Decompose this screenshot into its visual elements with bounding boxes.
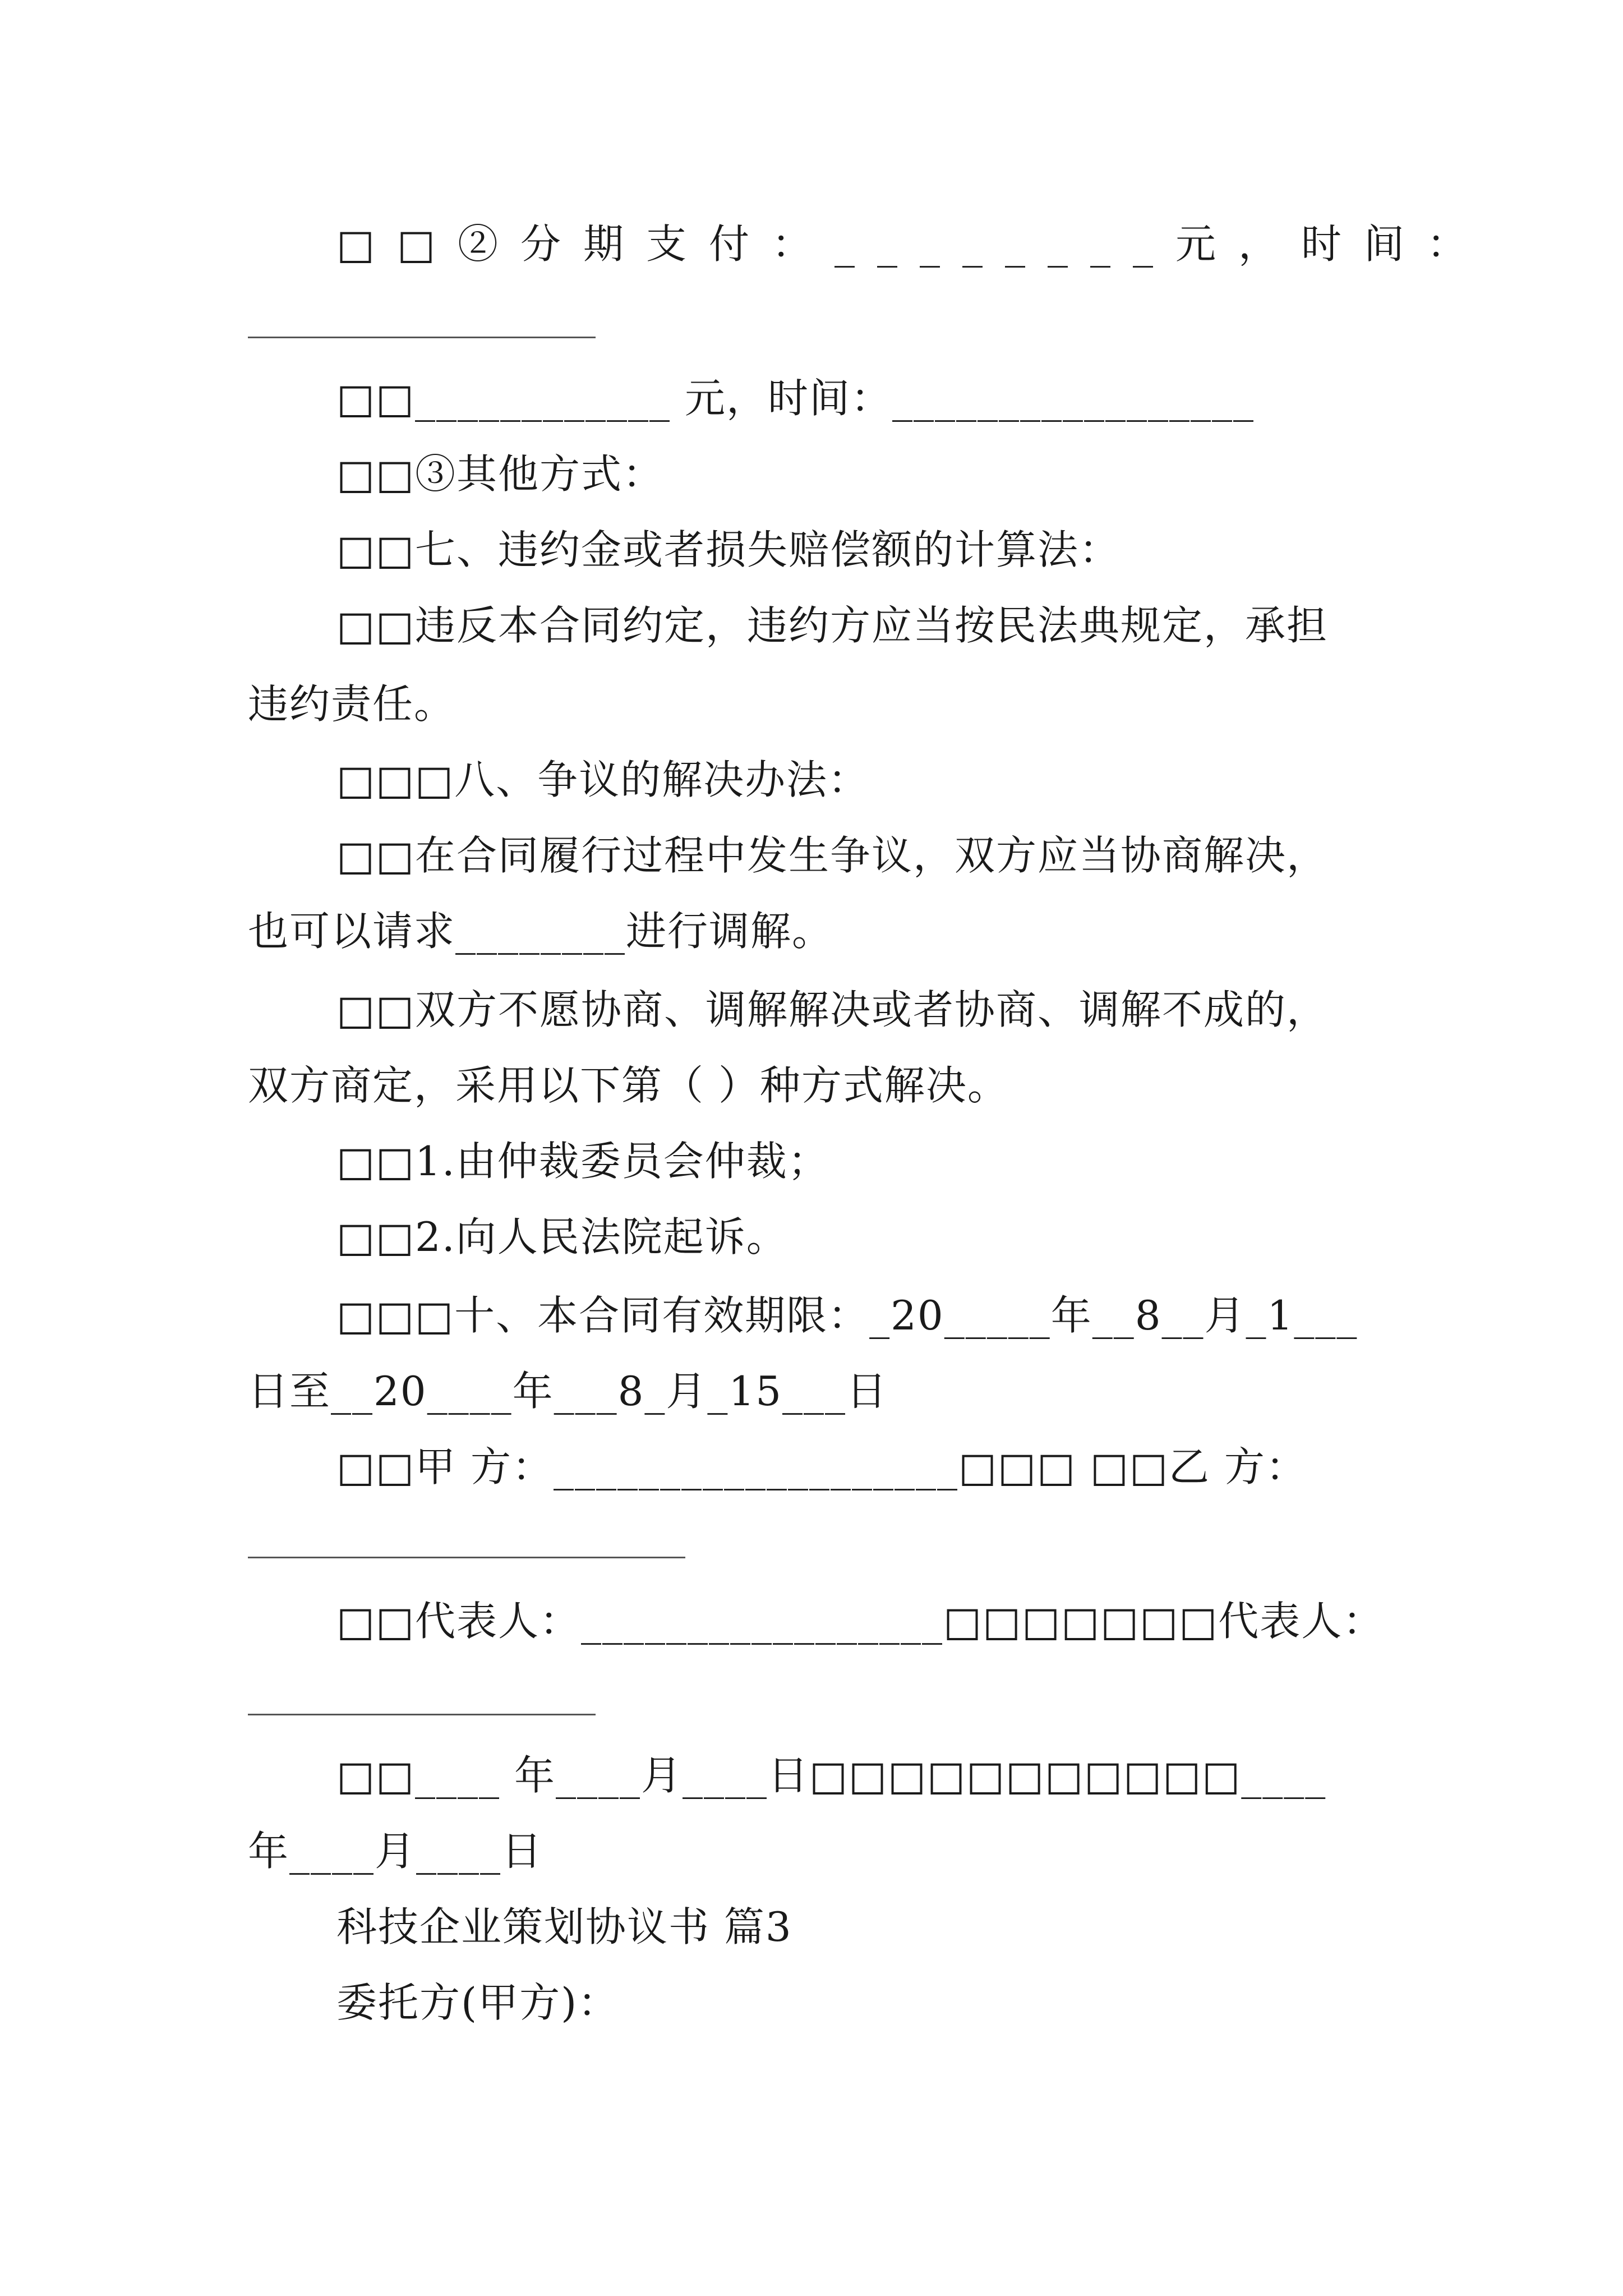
doc-line-date-1: □□____ 年____月____日□□□□□□□□□□□____	[336, 1752, 1327, 1799]
doc-line-client-party-a: 委托方(甲方)：	[336, 1979, 620, 2026]
doc-line-breach-1: □□违反本合同约定，违约方应当按民法典规定，承担	[336, 602, 1329, 649]
doc-line-court: □□2.向人民法院起诉。	[336, 1213, 788, 1260]
doc-line-dispute-4: 双方商定，采用以下第（ ）种方式解决。	[248, 1062, 1009, 1109]
doc-line-section-8: □□□八、争议的解决办法：	[336, 756, 870, 803]
doc-blank-time-1	[248, 337, 596, 338]
doc-line-amount-time: □□____________ 元，时间：_________________	[336, 375, 1255, 422]
doc-line-date-2: 年____月____日	[248, 1828, 543, 1875]
doc-heading-part-3: 科技企业策划协议书 篇3	[336, 1903, 792, 1950]
doc-line-validity-date: 日至__20____年___8_月_15___日	[248, 1368, 888, 1415]
doc-line-other-method: □□③其他方式：	[336, 450, 665, 498]
doc-line-installment: □□②分期支付：________元，时间：	[336, 220, 1490, 268]
doc-line-dispute-2: 也可以请求________进行调解。	[248, 908, 834, 955]
doc-line-party-ab: □□甲 方：___________________□□□ □□乙 方：	[336, 1443, 1307, 1490]
doc-line-dispute-3: □□双方不愿协商、调解解决或者协商、调解不成的，	[336, 986, 1329, 1033]
doc-line-representatives: □□代表人：_________________□□□□□□□代表人：	[336, 1598, 1385, 1645]
doc-line-breach-2: 违约责任。	[248, 680, 456, 728]
doc-line-dispute-1: □□在合同履行过程中发生争议，双方应当协商解决，	[336, 832, 1329, 879]
doc-blank-party-b	[248, 1557, 685, 1558]
doc-line-section-10: □□□十、本合同有效期限：_20_____年__8__月_1___	[336, 1292, 1358, 1339]
doc-line-arbitration: □□1.由仲裁委员会仲裁；	[336, 1138, 829, 1185]
doc-line-section-7: □□七、违约金或者损失赔偿额的计算法：	[336, 526, 1121, 573]
doc-blank-representative-b	[248, 1714, 596, 1715]
